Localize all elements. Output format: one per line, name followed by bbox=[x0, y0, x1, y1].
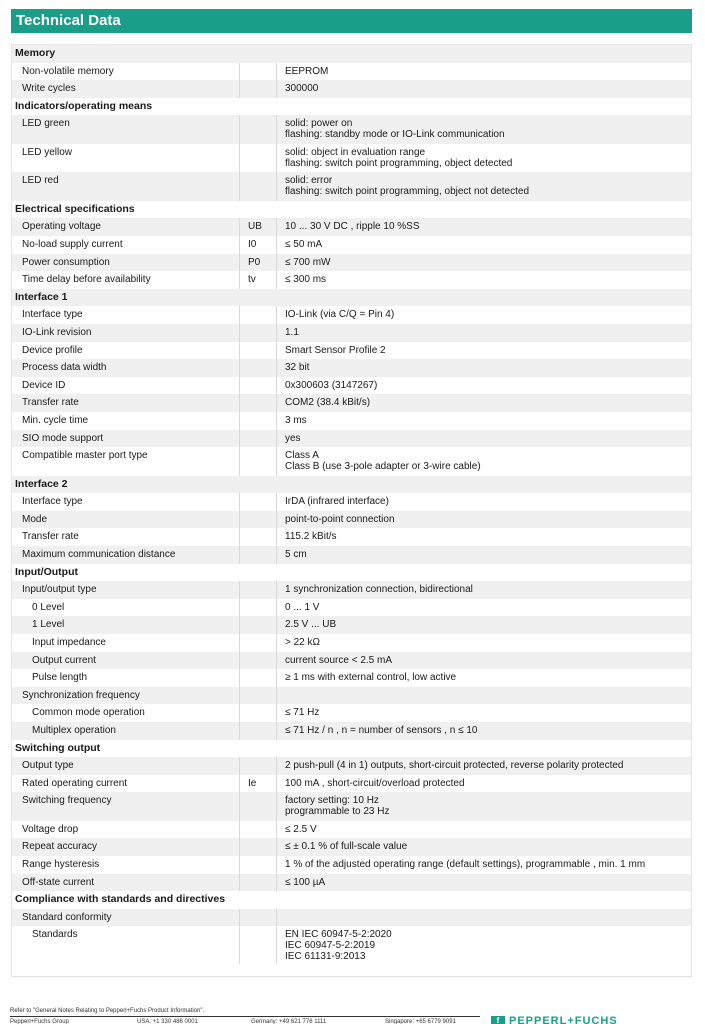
table-row bbox=[12, 271, 691, 289]
table-row bbox=[12, 838, 691, 856]
row-label: Process data width bbox=[22, 362, 107, 374]
row-symbol: tv bbox=[239, 271, 277, 289]
table-row bbox=[12, 581, 691, 599]
row-label: LED yellow bbox=[22, 146, 73, 158]
company-logo bbox=[491, 1016, 618, 1024]
table-row bbox=[12, 359, 691, 377]
row-symbol bbox=[239, 342, 277, 360]
row-symbol bbox=[239, 926, 277, 964]
section-heading bbox=[12, 476, 691, 494]
table-row bbox=[12, 254, 691, 272]
section-heading-text: Indicators/operating means bbox=[15, 99, 153, 112]
row-label: Interface type bbox=[22, 309, 83, 321]
row-symbol bbox=[239, 616, 277, 634]
footer-company: Pepperl+Fuchs Group bbox=[10, 1019, 69, 1024]
row-symbol bbox=[239, 687, 277, 705]
row-symbol bbox=[239, 377, 277, 395]
table-row bbox=[12, 792, 691, 821]
row-symbol bbox=[239, 63, 277, 81]
row-label: Maximum communication distance bbox=[22, 549, 176, 561]
row-symbol: UB bbox=[239, 218, 277, 236]
table-row bbox=[12, 511, 691, 529]
footer-singapore-phone: Singapore: +65 6779 9091 bbox=[385, 1019, 456, 1024]
row-symbol bbox=[239, 447, 277, 476]
section-heading-text: Interface 1 bbox=[15, 290, 68, 303]
table-row bbox=[12, 172, 691, 201]
row-value: 2.5 V ... UB bbox=[285, 619, 337, 631]
table-row bbox=[12, 546, 691, 564]
section-heading bbox=[12, 98, 691, 116]
row-value: ≤ 71 Hz bbox=[285, 707, 320, 719]
table-row bbox=[12, 909, 691, 927]
row-label: Interface type bbox=[22, 496, 83, 508]
row-value: EEPROM bbox=[285, 65, 329, 77]
section-heading-text: Electrical specifications bbox=[15, 202, 135, 215]
row-value: EN IEC 60947-5-2:2020 IEC 60947-5-2:2019 IEC 61131-9:2013 bbox=[285, 929, 392, 963]
table-row bbox=[12, 652, 691, 670]
row-symbol bbox=[239, 669, 277, 687]
row-value: Class A Class B (use 3-pole adapter or 3-wire cable) bbox=[285, 450, 481, 473]
row-value: point-to-point connection bbox=[285, 513, 395, 525]
row-label: Transfer rate bbox=[22, 531, 79, 543]
row-symbol bbox=[239, 359, 277, 377]
page-title: Technical Data bbox=[11, 9, 692, 33]
row-label: Repeat accuracy bbox=[22, 841, 98, 853]
table-row bbox=[12, 775, 691, 793]
row-value: solid: object in evaluation range flashing: switch point programming, object detected bbox=[285, 146, 513, 169]
row-symbol bbox=[239, 838, 277, 856]
row-symbol bbox=[239, 511, 277, 529]
row-label: Output current bbox=[32, 654, 96, 666]
row-symbol bbox=[239, 757, 277, 775]
row-symbol bbox=[239, 599, 277, 617]
table-row bbox=[12, 874, 691, 892]
row-symbol bbox=[239, 874, 277, 892]
footer-divider bbox=[10, 1016, 480, 1017]
row-value: IrDA (infrared interface) bbox=[285, 496, 389, 508]
row-label: Input impedance bbox=[32, 637, 106, 649]
row-label: Mode bbox=[22, 513, 48, 525]
row-label: Input/output type bbox=[22, 584, 97, 596]
row-value: ≤ ± 0.1 % of full-scale value bbox=[285, 841, 408, 853]
footer-germany-phone: Germany: +49 621 776 1111 bbox=[251, 1019, 327, 1024]
footer-note: Refer to "General Notes Relating to Pepperl+Fuchs Product Information". bbox=[10, 1008, 205, 1014]
row-value: current source < 2.5 mA bbox=[285, 654, 392, 666]
row-label: Power consumption bbox=[22, 256, 110, 268]
table-row bbox=[12, 704, 691, 722]
table-row bbox=[12, 447, 691, 476]
row-label: Device ID bbox=[22, 379, 66, 391]
row-symbol bbox=[239, 412, 277, 430]
row-symbol bbox=[239, 546, 277, 564]
row-value: factory setting: 10 Hz programmable to 23 Hz bbox=[285, 795, 390, 818]
row-label: Pulse length bbox=[32, 672, 88, 684]
row-label: Operating voltage bbox=[22, 221, 101, 233]
table-row bbox=[12, 63, 691, 81]
row-label: Time delay before availability bbox=[22, 274, 151, 286]
table-row bbox=[12, 430, 691, 448]
row-symbol: P0 bbox=[239, 254, 277, 272]
table-row bbox=[12, 599, 691, 617]
row-value: 1 % of the adjusted operating range (default settings), programmable , min. 1 mm bbox=[285, 859, 646, 871]
table-row bbox=[12, 342, 691, 360]
row-symbol: I0 bbox=[239, 236, 277, 254]
table-row bbox=[12, 856, 691, 874]
row-symbol bbox=[239, 792, 277, 821]
row-value: 0 ... 1 V bbox=[285, 601, 320, 613]
row-label: Standards bbox=[32, 929, 78, 941]
row-value: 1.1 bbox=[285, 327, 299, 339]
section-heading bbox=[12, 201, 691, 219]
row-value: ≤ 100 µA bbox=[285, 876, 326, 888]
row-label: SIO mode support bbox=[22, 432, 104, 444]
technical-data-table bbox=[11, 44, 692, 977]
row-value: 0x300603 (3147267) bbox=[285, 379, 378, 391]
table-row bbox=[12, 687, 691, 705]
row-symbol bbox=[239, 909, 277, 927]
section-heading bbox=[12, 45, 691, 63]
table-row bbox=[12, 80, 691, 98]
row-symbol: Ie bbox=[239, 775, 277, 793]
table-row bbox=[12, 757, 691, 775]
row-value: 100 mA , short-circuit/overload protected bbox=[285, 777, 465, 789]
section-heading bbox=[12, 740, 691, 758]
row-value bbox=[277, 687, 691, 690]
row-symbol bbox=[239, 581, 277, 599]
row-value: 300000 bbox=[285, 83, 319, 95]
row-value: ≤ 2.5 V bbox=[285, 823, 317, 835]
section-heading-text: Interface 2 bbox=[15, 477, 68, 490]
logo-text: PEPPERL+FUCHS bbox=[509, 1015, 618, 1024]
table-row bbox=[12, 722, 691, 740]
row-symbol bbox=[239, 634, 277, 652]
section-heading-text: Input/Output bbox=[15, 565, 78, 578]
row-label: LED green bbox=[22, 118, 70, 130]
row-label: Compatible master port type bbox=[22, 450, 148, 462]
row-value: ≤ 300 ms bbox=[285, 274, 327, 286]
row-symbol bbox=[239, 722, 277, 740]
table-row bbox=[12, 412, 691, 430]
row-value: 115.2 kBit/s bbox=[285, 531, 337, 543]
row-value: ≥ 1 ms with external control, low active bbox=[285, 672, 457, 684]
row-label: Range hysteresis bbox=[22, 859, 100, 871]
section-heading-text: Memory bbox=[15, 47, 56, 59]
table-row bbox=[12, 821, 691, 839]
table-row bbox=[12, 669, 691, 687]
row-value: COM2 (38.4 kBit/s) bbox=[285, 397, 371, 409]
row-value: ≤ 700 mW bbox=[285, 256, 331, 268]
table-row bbox=[12, 528, 691, 546]
row-label: Switching frequency bbox=[22, 795, 112, 807]
row-value: > 22 kΩ bbox=[285, 637, 320, 649]
row-symbol bbox=[239, 430, 277, 448]
table-row bbox=[12, 394, 691, 412]
row-value: solid: error flashing: switch point programming, object not detected bbox=[285, 175, 530, 198]
row-label: Multiplex operation bbox=[32, 725, 116, 736]
row-label: Off-state current bbox=[22, 876, 95, 888]
row-symbol bbox=[239, 528, 277, 546]
table-row bbox=[12, 616, 691, 634]
row-symbol bbox=[239, 394, 277, 412]
section-heading bbox=[12, 289, 691, 307]
row-value: 2 push-pull (4 in 1) outputs, short-circuit protected, reverse polarity protected bbox=[285, 760, 624, 772]
row-value: Smart Sensor Profile 2 bbox=[285, 344, 386, 356]
table-row bbox=[12, 377, 691, 395]
table-row bbox=[12, 634, 691, 652]
row-symbol bbox=[239, 821, 277, 839]
row-label: Rated operating current bbox=[22, 777, 128, 789]
row-label: IO-Link revision bbox=[22, 327, 92, 339]
row-label: Device profile bbox=[22, 344, 83, 356]
row-value: yes bbox=[285, 432, 301, 444]
row-label: Common mode operation bbox=[32, 707, 145, 719]
section-heading bbox=[12, 891, 691, 909]
row-symbol bbox=[239, 324, 277, 342]
row-value: ≤ 50 mA bbox=[285, 239, 323, 251]
row-value: ≤ 71 Hz / n , n = number of sensors , n ≤ 10 bbox=[285, 725, 478, 736]
row-symbol bbox=[239, 172, 277, 201]
row-value bbox=[277, 909, 691, 912]
table-row bbox=[12, 493, 691, 511]
row-symbol bbox=[239, 856, 277, 874]
row-label: LED red bbox=[22, 175, 59, 187]
row-label: Output type bbox=[22, 760, 74, 772]
row-label: Voltage drop bbox=[22, 823, 79, 835]
table-row bbox=[12, 926, 691, 964]
table-row bbox=[12, 306, 691, 324]
row-symbol bbox=[239, 144, 277, 173]
row-value: solid: power on flashing: standby mode or IO-Link communication bbox=[285, 118, 505, 141]
row-label: Min. cycle time bbox=[22, 415, 89, 426]
table-row bbox=[12, 324, 691, 342]
row-label: 0 Level bbox=[32, 601, 65, 613]
row-value: 5 cm bbox=[285, 549, 307, 561]
table-row bbox=[12, 115, 691, 144]
table-row bbox=[12, 144, 691, 173]
row-label: Write cycles bbox=[22, 83, 76, 95]
row-symbol bbox=[239, 704, 277, 722]
row-symbol bbox=[239, 652, 277, 670]
row-symbol bbox=[239, 306, 277, 324]
logo-mark-icon: f bbox=[491, 1016, 505, 1024]
section-heading bbox=[12, 564, 691, 582]
row-label: Standard conformity bbox=[22, 911, 112, 923]
row-label: Synchronization frequency bbox=[22, 689, 140, 701]
row-symbol bbox=[239, 80, 277, 98]
row-value: 3 ms bbox=[285, 415, 307, 426]
row-value: 1 synchronization connection, bidirectional bbox=[285, 584, 473, 596]
row-value: IO-Link (via C/Q = Pin 4) bbox=[285, 309, 395, 321]
row-label: No-load supply current bbox=[22, 239, 123, 251]
row-value: 10 ... 30 V DC , ripple 10 %SS bbox=[285, 221, 420, 233]
table-row bbox=[12, 236, 691, 254]
row-label: Transfer rate bbox=[22, 397, 79, 409]
row-label: 1 Level bbox=[32, 619, 65, 631]
footer-usa-phone: USA: +1 330 486 0001 bbox=[137, 1019, 198, 1024]
section-heading-text: Switching output bbox=[15, 741, 101, 754]
row-symbol bbox=[239, 493, 277, 511]
table-row bbox=[12, 218, 691, 236]
row-value: 32 bit bbox=[285, 362, 310, 374]
section-heading-text: Compliance with standards and directives bbox=[15, 893, 226, 906]
row-symbol bbox=[239, 115, 277, 144]
row-label: Non-volatile memory bbox=[22, 65, 114, 77]
